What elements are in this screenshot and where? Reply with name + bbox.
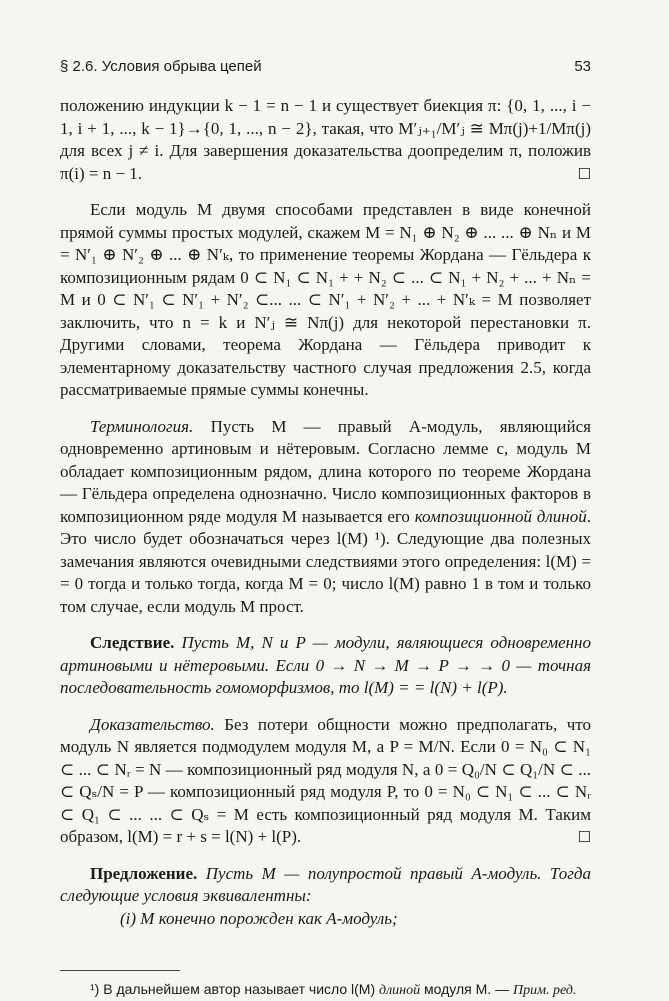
proposition-label: Предложение.	[90, 863, 198, 883]
footnote	[60, 979, 591, 1001]
footnote-rule	[60, 970, 180, 971]
qed-symbol-proof: ☐	[577, 828, 591, 846]
corollary-label: Следствие.	[90, 633, 175, 652]
terminology-emphasis: композиционной длиной	[414, 506, 587, 526]
footnote-mark: ¹)	[90, 981, 100, 997]
corollary-text: Пусть M, N и P — модули, являющиеся одновременно артиновыми и нётеровыми. Если 0 → N → M → P → → 0 — точная последовательность гомоморфизмов, то l(M) = = l(N) + l(P).	[60, 633, 591, 697]
footnote-text-a: В дальнейшем автор называет число l(M)	[99, 981, 379, 997]
paragraph-proof	[60, 714, 591, 849]
terminology-text-b: . Это число будет обозначаться через l(M) ¹). Следующие два полезных замечания являются очевидными следствиями этого определения: l(M) = = 0 тогда и только тогда, когда M = 0; число l(M) равно 1 в том и только том случае, если модуль M прост.	[60, 506, 591, 616]
paragraph-induction	[60, 95, 591, 185]
proposition-item-1: (i) M конечно порожден как A-модуль;	[120, 908, 398, 928]
running-head: § 2.6. Условия обрыва цепей	[60, 58, 262, 75]
footnote-emphasis: длиной	[379, 983, 421, 998]
page-number: 53	[574, 58, 591, 75]
paragraph-corollary	[60, 632, 591, 700]
footnote-text-b: модуля M. —	[420, 981, 513, 997]
paragraph-proposition	[60, 863, 591, 908]
qed-symbol: ☐	[577, 164, 591, 183]
paragraph-terminology	[60, 416, 591, 619]
paragraph-induction-text: положению индукции k − 1 = n − 1 и существует биекция π: {0, 1, ..., i − 1, i + 1, ..., k − 1}→{0, 1, ..., n − 2}, такая, что M′ⱼ₊₁/M′ⱼ ≅ Mπ(j)+1/Mπ(j) для всех j ≠ i. Для завершения доказательства доопределим π, положив π(i) = n − 1.	[60, 96, 591, 183]
proof-label: Доказательство.	[90, 714, 215, 734]
page-header	[60, 58, 591, 75]
footnote-editor-note: Прим. ред.	[512, 983, 577, 998]
proof-text: Без потери общности можно предполагать, что модуль N является подмодулем модуля M, а P = M/N. Если 0 = N₀ ⊂ N₁ ⊂ ... ⊂ Nᵣ = N — композиционный ряд модуля N, а 0 = Q₀/N ⊂ Q₁/N ⊂ ... ⊂ Qₛ/N = P — композиционный ряд модуля P, то 0 = N₀ ⊂ N₁ ⊂ ... ⊂ Nᵣ ⊂ Q₁ ⊂ ... ... ⊂ Qₛ = M есть композиционный ряд модуля M. Таким образом, l(M) = r + s = l(N) + l(P).	[60, 714, 591, 846]
paragraph-direct-sums: Если модуль M двумя способами представлен в виде конечной прямой суммы простых модулей, скажем M = N₁ ⊕ N₂ ⊕ ... ... ⊕ Nₙ и M = N′₁ ⊕ N′₂ ⊕ ... ⊕ N′ₖ, то применение теоремы Жордана — Гёльдера к композиционным рядам 0 ⊂ N₁ ⊂ N₁ + + N₂ ⊂ ... ⊂ N₁ + N₂ + ... + Nₙ = M и 0 ⊂ N′₁ ⊂ N′₁ + N′₂ ⊂... ... ⊂ N′₁ + N′₂ + ... + N′ₖ = M позволяет заключить, что n = k и N′ⱼ ≅ Nπ(j) для некоторой перестановки π. Другими словами, теорема Жордана — Гёльдера приводит к элементарному доказательству частного случая предложения 2.5, когда рассматриваемые прямые суммы конечны.	[60, 200, 591, 399]
proposition-text: Пусть M — полупростой правый A-модуль. Тогда следующие условия эквивалентны:	[60, 863, 591, 905]
terminology-text-a: Пусть M — правый A-модуль, являющийся одновременно артиновым и нётеровым. Согласно лемме с, модуль M обладает композиционным рядом, длина которого по теореме Жордана — Гёльдера определена однозначно. Число композиционных факторов в композиционном ряде модуля M называется его	[60, 416, 591, 526]
terminology-label: Терминология.	[90, 416, 194, 436]
